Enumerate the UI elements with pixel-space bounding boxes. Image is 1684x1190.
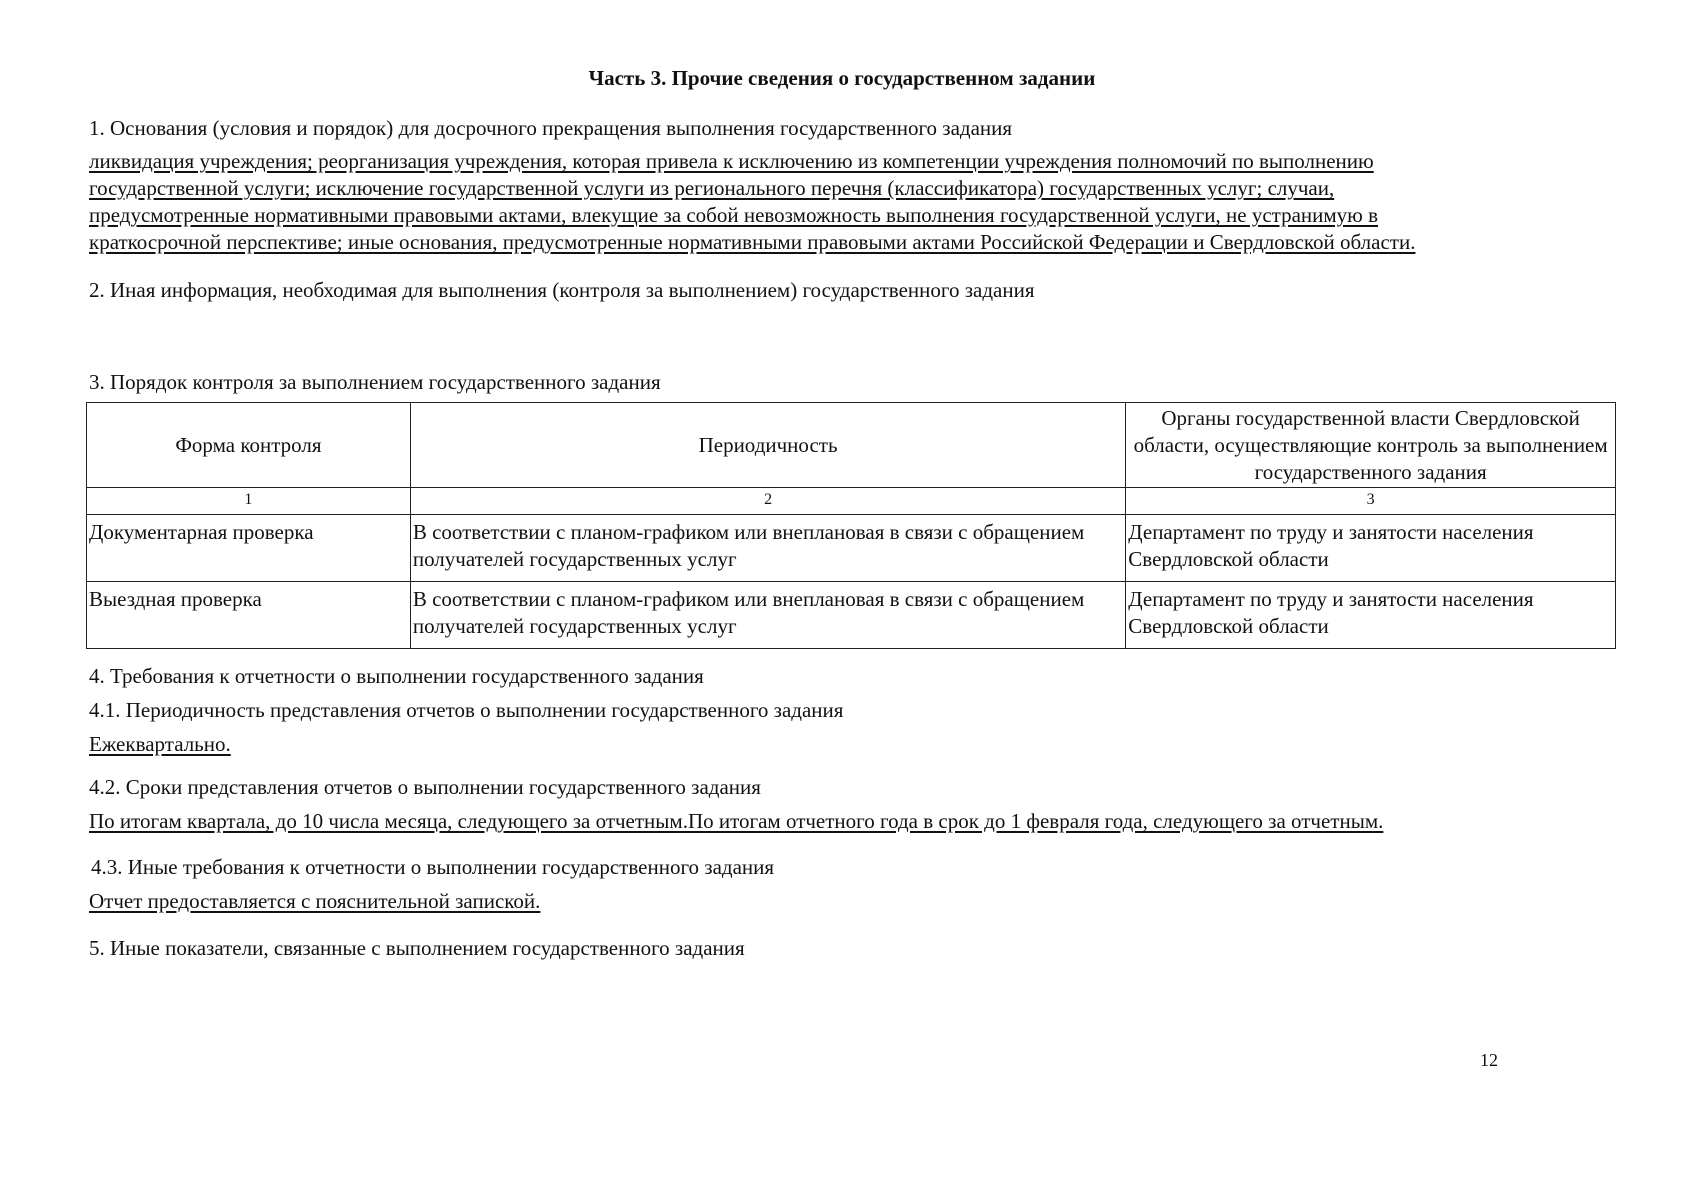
section-5-heading: 5. Иные показатели, связанные с выполнением государственного задания [89,936,745,960]
section-4-heading: 4. Требования к отчетности о выполнении государственного задания [89,664,704,688]
section-3-heading: 3. Порядок контроля за выполнением государственного задания [89,370,661,394]
section-2-heading: 2. Иная информация, необходимая для выполнения (контроля за выполнением) государственного задания [89,278,1035,302]
section-4-2-value: По итогам квартала, до 10 числа месяца, следующего за отчетным.По итогам отчетного года в срок до 1 февраля года, следующего за отчетным. [89,809,1384,833]
section-1-line: краткосрочной перспективе; иные основания, предусмотренные нормативными правовыми актами Российской Федерации и Свердловской области. [89,230,1416,254]
column-number: 1 [87,488,411,515]
section-4-3-heading: 4.3. Иные требования к отчетности о выполнении государственного задания [91,855,775,879]
section-1-heading: 1. Основания (условия и порядок) для досрочного прекращения выполнения государственного задания [89,116,1013,140]
page-number: 12 [1480,1050,1498,1070]
section-1-line: государственной услуги; исключение государственной услуги из регионального перечня (классификатора) государственных услуг; случаи, [89,176,1335,200]
section-1-line: ликвидация учреждения; реорганизация учреждения, которая привела к исключению из компетенции учреждения полномочий по выполнению [89,149,1374,173]
header-cell-form: Форма контроля [87,403,411,488]
table-row [87,582,1616,649]
page-title: Часть 3. Прочие сведения о государственном задании [588,66,1096,90]
column-number: 3 [1126,488,1616,515]
section-4-3-value: Отчет предоставляется с пояснительной запиской. [89,889,541,913]
section-4-1-value: Ежеквартально. [89,732,231,756]
section-1-text [89,148,1629,256]
table-number-row [87,488,1616,515]
cell-form: Выездная проверка [87,582,411,649]
header-cell-authority: Органы государственной власти Свердловской области, осуществляющие контроль за выполнением государственного задания [1126,403,1616,488]
cell-form: Документарная проверка [87,515,411,582]
table-row [87,515,1616,582]
section-4-2-heading: 4.2. Сроки представления отчетов о выполнении государственного задания [89,775,761,799]
cell-periodicity: В соответствии с планом-графиком или внеплановая в связи с обращением получателей государственных услуг [410,582,1125,649]
table-header-row [87,403,1616,488]
header-cell-periodicity: Периодичность [410,403,1125,488]
cell-authority: Департамент по труду и занятости населения Свердловской области [1126,515,1616,582]
section-1-line: предусмотренные нормативными правовыми актами, влекущие за собой невозможность выполнения государственной услуги, не устранимую в [89,203,1379,227]
control-table [86,402,1616,649]
column-number: 2 [410,488,1125,515]
cell-periodicity: В соответствии с планом-графиком или внеплановая в связи с обращением получателей государственных услуг [410,515,1125,582]
cell-authority: Департамент по труду и занятости населения Свердловской области [1126,582,1616,649]
section-4-1-heading: 4.1. Периодичность представления отчетов о выполнении государственного задания [89,698,844,722]
